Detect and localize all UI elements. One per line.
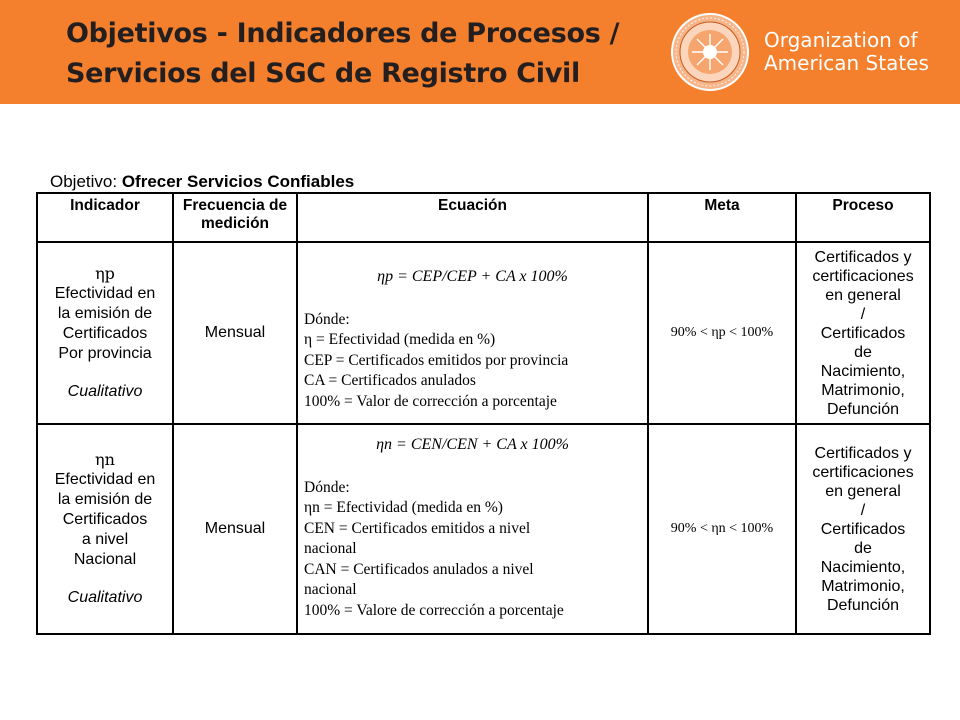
header-frecuencia: Frecuencia de medición (173, 193, 297, 242)
process-line: Defunción (826, 400, 900, 418)
objective-value: Ofrecer Servicios Confiables (121, 172, 355, 191)
page-title-line-2: Servicios del SGC de Registro Civil (66, 58, 580, 89)
process-line: certificaciones (812, 267, 914, 285)
where-line: CAN = Certificados anulados a nivel (304, 560, 534, 578)
where-line: 100% = Valore de corrección a porcentaje (304, 601, 564, 619)
process-line: Nacimiento, (820, 362, 906, 380)
equation-formula: ηp = CEP/CEP + CA x 100% (377, 268, 568, 285)
where-line: nacional (304, 540, 357, 557)
indicator-line: la emisión de (57, 491, 153, 508)
process-line: Certificados y (814, 444, 912, 462)
frequency-cell: Mensual (173, 242, 297, 424)
process-line: Defunción (826, 596, 900, 614)
header-proceso: Proceso (796, 193, 930, 242)
where-line: CEP = Certificados emitidos por provincia (304, 351, 569, 369)
process-line: en general (825, 482, 901, 500)
indicator-symbol: ηn (95, 450, 115, 469)
org-line-2: American States (764, 51, 929, 75)
indicators-table (36, 192, 931, 635)
indicator-cell (37, 424, 173, 634)
indicator-cell (37, 242, 173, 424)
indicator-symbol: ηp (95, 264, 115, 283)
indicator-line: Certificados (62, 325, 148, 342)
process-line: en general (825, 286, 901, 304)
table-row (37, 424, 930, 634)
table-row (37, 242, 930, 424)
where-label: Dónde: (304, 478, 350, 496)
where-line: ηn = Efectividad (medida en %) (304, 499, 503, 516)
process-cell (796, 242, 930, 424)
process-line: Matrimonio, (821, 577, 905, 595)
equation-formula: ηn = CEN/CEN + CA x 100% (376, 436, 569, 453)
header-meta: Meta (648, 193, 796, 242)
indicator-line: Certificados (62, 511, 148, 528)
where-line: η = Efectividad (medida en %) (304, 331, 496, 348)
process-line: de (854, 343, 872, 361)
indicator-line: Efectividad en (54, 285, 156, 302)
page-title-line-1: Objetivos - Indicadores de Procesos / (66, 18, 620, 49)
meta-cell: 90% < ηn < 100% (648, 424, 796, 634)
process-line: certificaciones (812, 463, 914, 481)
indicator-type: Cualitativo (67, 589, 143, 606)
meta-cell: 90% < ηp < 100% (648, 242, 796, 424)
where-line: nacional (304, 581, 357, 598)
indicator-line: la emisión de (57, 305, 153, 322)
oas-seal-logo (670, 12, 750, 92)
header-bar (0, 0, 960, 104)
where-line: CEN = Certificados emitidos a nivel (304, 519, 531, 537)
where-label: Dónde: (304, 310, 350, 328)
frequency-cell: Mensual (173, 424, 297, 634)
process-line: Certificados y (814, 248, 912, 266)
header-ecuacion: Ecuación (297, 193, 648, 242)
equation-cell (297, 424, 648, 634)
process-line: de (854, 539, 872, 557)
indicator-line: a nivel (81, 531, 129, 548)
page-title (66, 14, 666, 94)
table-header-row (37, 193, 930, 242)
objective-label: Objetivo: (50, 172, 122, 191)
process-line: Certificados (820, 324, 906, 342)
indicator-type: Cualitativo (67, 383, 143, 400)
objective-line (50, 172, 354, 192)
process-line: Certificados (820, 520, 906, 538)
process-line: / (860, 501, 866, 519)
process-line: / (860, 305, 866, 323)
process-line: Nacimiento, (820, 558, 906, 576)
process-cell (796, 424, 930, 634)
indicator-line: Por provincia (58, 345, 152, 362)
indicator-line: Nacional (73, 551, 137, 568)
indicator-line: Efectividad en (54, 471, 156, 488)
org-line-1: Organization of (764, 28, 918, 52)
where-line: 100% = Valor de corrección a porcentaje (304, 392, 557, 410)
header-indicador: Indicador (37, 193, 173, 242)
organization-name (764, 29, 929, 75)
process-line: Matrimonio, (821, 381, 905, 399)
equation-cell (297, 242, 648, 424)
where-line: CA = Certificados anulados (304, 372, 476, 389)
